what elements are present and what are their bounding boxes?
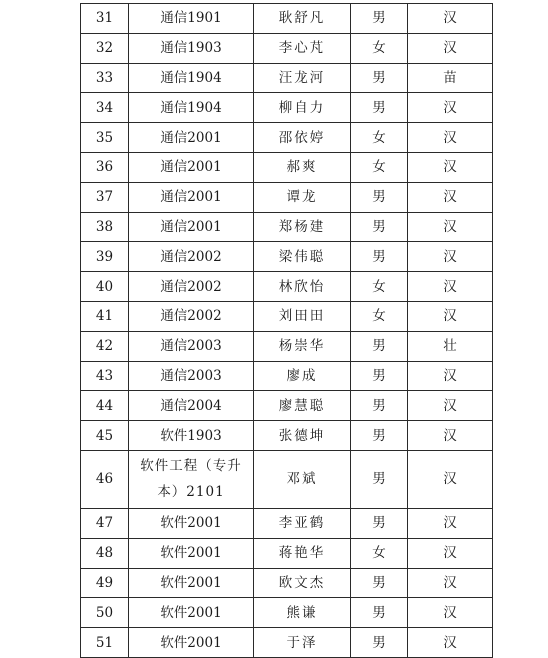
ethnicity-cell: 汉 [408,182,493,212]
row-number-cell: 46 [81,450,129,508]
ethnicity-cell: 壮 [408,331,493,361]
row-number-cell: 43 [81,361,129,391]
row-number-cell: 34 [81,93,129,123]
row-number-cell: 50 [81,598,129,628]
ethnicity-cell: 汉 [408,568,493,598]
student-name-cell: 李心芃 [254,33,351,63]
class-cell: 通信2002 [129,272,254,302]
row-number-cell: 48 [81,538,129,568]
table-row [81,123,493,153]
table-row [81,212,493,242]
gender-cell: 男 [351,568,408,598]
row-number-cell: 40 [81,272,129,302]
gender-cell: 男 [351,93,408,123]
table-row [81,301,493,331]
table-row [81,538,493,568]
class-cell: 通信2003 [129,361,254,391]
student-name-cell: 郝爽 [254,152,351,182]
class-cell: 软件2001 [129,538,254,568]
class-cell: 软件2001 [129,568,254,598]
ethnicity-cell: 汉 [408,33,493,63]
row-number-cell: 37 [81,182,129,212]
student-name-cell: 梁伟聪 [254,242,351,272]
row-number-cell: 39 [81,242,129,272]
ethnicity-cell: 汉 [408,4,493,34]
class-cell: 通信2001 [129,212,254,242]
gender-cell: 男 [351,4,408,34]
class-cell: 软件2001 [129,598,254,628]
row-number-cell: 51 [81,628,129,658]
student-name-cell: 蒋艳华 [254,538,351,568]
gender-cell: 男 [351,391,408,421]
row-number-cell: 44 [81,391,129,421]
table-row [81,182,493,212]
class-cell: 软件2001 [129,628,254,658]
student-name-cell: 李亚鹤 [254,508,351,538]
ethnicity-cell: 汉 [408,508,493,538]
table-row [81,391,493,421]
row-number-cell: 32 [81,33,129,63]
gender-cell: 女 [351,123,408,153]
table-row [81,63,493,93]
roster-body [81,4,493,658]
class-cell: 通信2001 [129,123,254,153]
gender-cell: 男 [351,361,408,391]
gender-cell: 男 [351,331,408,361]
ethnicity-cell: 汉 [408,538,493,568]
gender-cell: 女 [351,538,408,568]
ethnicity-cell: 汉 [408,598,493,628]
table-row [81,33,493,63]
class-cell: 通信2001 [129,182,254,212]
class-cell: 通信1901 [129,4,254,34]
student-name-cell: 廖慧聪 [254,391,351,421]
ethnicity-cell: 汉 [408,450,493,508]
ethnicity-cell: 汉 [408,301,493,331]
student-name-cell: 邓斌 [254,450,351,508]
gender-cell: 女 [351,152,408,182]
student-name-cell: 耿舒凡 [254,4,351,34]
ethnicity-cell: 汉 [408,152,493,182]
row-number-cell: 42 [81,331,129,361]
student-name-cell: 林欣怡 [254,272,351,302]
ethnicity-cell: 汉 [408,242,493,272]
gender-cell: 男 [351,628,408,658]
ethnicity-cell: 汉 [408,391,493,421]
student-name-cell: 谭龙 [254,182,351,212]
table-row [81,421,493,451]
gender-cell: 女 [351,272,408,302]
row-number-cell: 45 [81,421,129,451]
ethnicity-cell: 汉 [408,123,493,153]
class-cell: 软件1903 [129,421,254,451]
gender-cell: 男 [351,182,408,212]
ethnicity-cell: 苗 [408,63,493,93]
student-name-cell: 欧文杰 [254,568,351,598]
row-number-cell: 41 [81,301,129,331]
gender-cell: 女 [351,33,408,63]
gender-cell: 女 [351,301,408,331]
row-number-cell: 31 [81,4,129,34]
table-row [81,361,493,391]
class-cell: 通信2001 [129,152,254,182]
student-name-cell: 汪龙河 [254,63,351,93]
gender-cell: 男 [351,508,408,538]
class-cell: 软件工程（专升本）2101 [129,450,254,508]
student-name-cell: 柳自力 [254,93,351,123]
table-row [81,152,493,182]
gender-cell: 男 [351,63,408,93]
ethnicity-cell: 汉 [408,628,493,658]
row-number-cell: 47 [81,508,129,538]
ethnicity-cell: 汉 [408,93,493,123]
table-row [81,598,493,628]
row-number-cell: 36 [81,152,129,182]
ethnicity-cell: 汉 [408,361,493,391]
gender-cell: 男 [351,421,408,451]
row-number-cell: 38 [81,212,129,242]
student-name-cell: 郑杨建 [254,212,351,242]
class-cell: 通信2002 [129,242,254,272]
student-name-cell: 刘田田 [254,301,351,331]
table-row [81,508,493,538]
class-cell: 通信1904 [129,63,254,93]
table-row [81,242,493,272]
class-cell: 软件2001 [129,508,254,538]
gender-cell: 男 [351,450,408,508]
class-cell: 通信2004 [129,391,254,421]
row-number-cell: 35 [81,123,129,153]
row-number-cell: 33 [81,63,129,93]
table-row [81,4,493,34]
student-name-cell: 杨崇华 [254,331,351,361]
gender-cell: 男 [351,598,408,628]
row-number-cell: 49 [81,568,129,598]
gender-cell: 男 [351,242,408,272]
student-name-cell: 廖成 [254,361,351,391]
document-page [80,3,492,658]
student-name-cell: 熊谦 [254,598,351,628]
class-cell: 通信2003 [129,331,254,361]
gender-cell: 男 [351,212,408,242]
table-row [81,93,493,123]
table-row [81,450,493,508]
ethnicity-cell: 汉 [408,212,493,242]
table-row [81,628,493,658]
table-row [81,272,493,302]
student-roster-table [80,3,493,658]
student-name-cell: 张德坤 [254,421,351,451]
class-cell: 通信2002 [129,301,254,331]
class-cell: 通信1904 [129,93,254,123]
class-cell: 通信1903 [129,33,254,63]
ethnicity-cell: 汉 [408,421,493,451]
table-row [81,331,493,361]
ethnicity-cell: 汉 [408,272,493,302]
student-name-cell: 邵依婷 [254,123,351,153]
table-row [81,568,493,598]
student-name-cell: 于泽 [254,628,351,658]
